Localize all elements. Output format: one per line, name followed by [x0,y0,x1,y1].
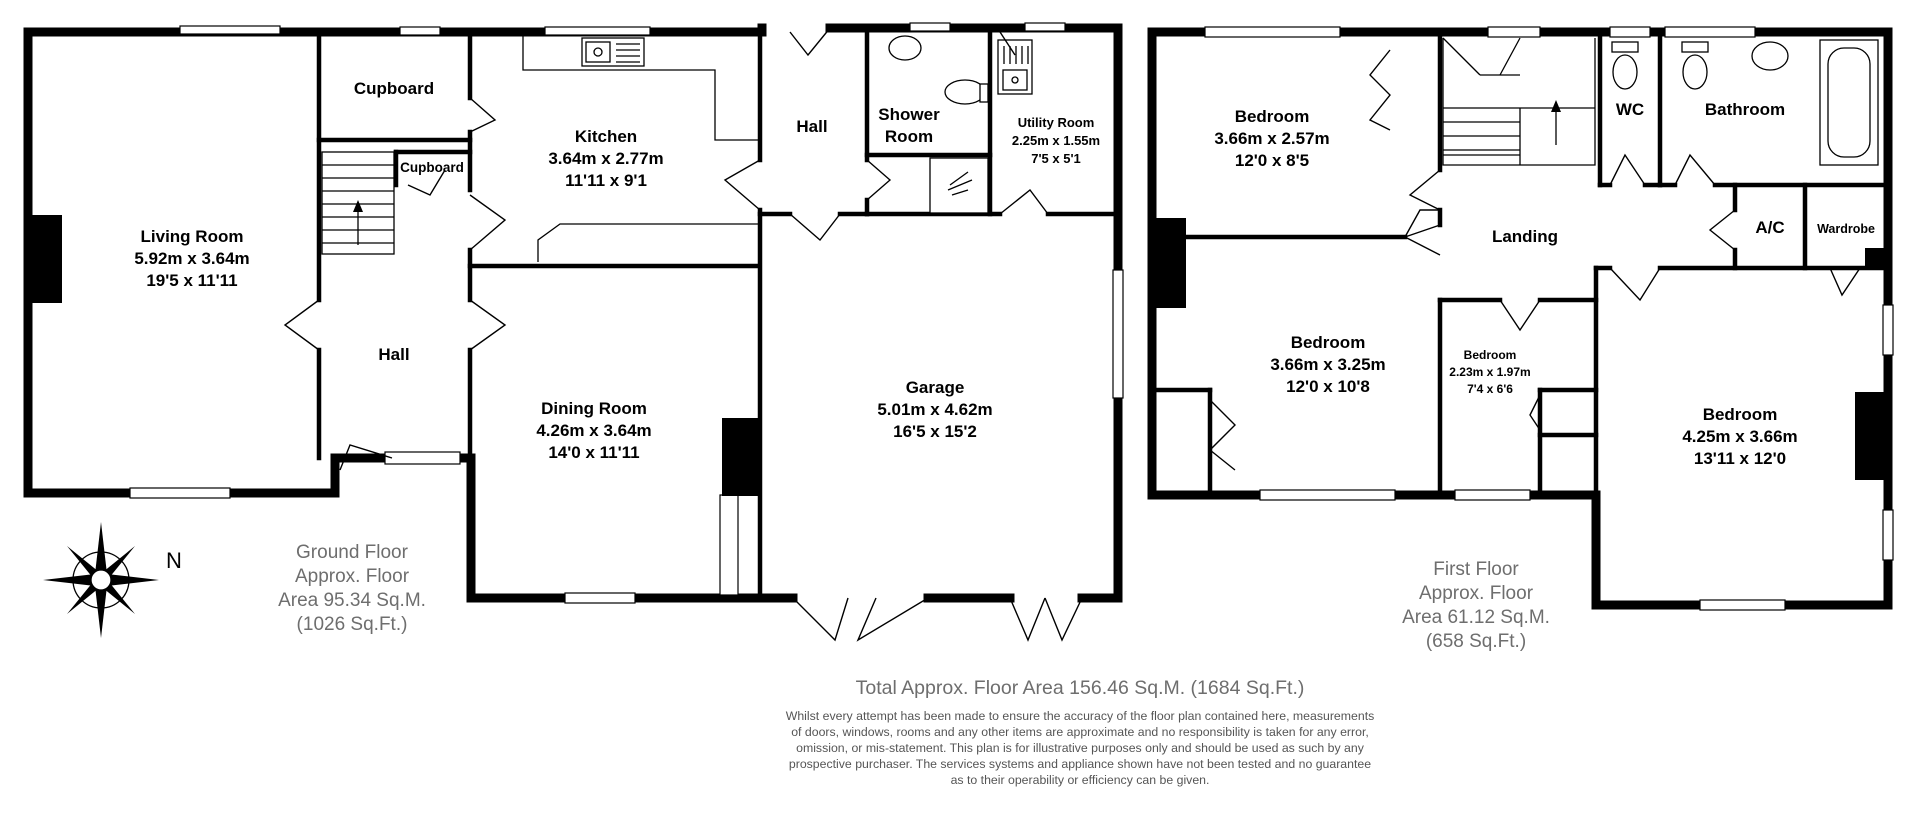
utility-room-label [1012,115,1100,166]
disclaimer [786,709,1375,787]
wardrobe-chimney [1865,248,1885,268]
first-floor-chimney-right [1855,392,1885,480]
ground-floor-info-line3: Area 95.34 Sq.M. [278,590,426,611]
living-room-chimney [32,215,62,303]
bedroom-3-imperial: 7'4 x 6'6 [1467,382,1513,396]
dining-room-name: Dining Room [541,399,647,418]
shower-room-fittings [889,36,988,213]
bedroom-4-metric: 4.25m x 3.66m [1682,427,1798,446]
bedroom-2-name: Bedroom [1290,333,1366,352]
dining-room-metric: 4.26m x 3.64m [536,421,652,440]
bedroom-1-label [1214,107,1329,170]
bedroom-4-name: Bedroom [1702,405,1778,424]
garage-name: Garage [905,378,965,397]
compass-icon [43,522,159,638]
disclaimer-line3: omission, or mis-statement. This plan is for illustrative purposes only and should be used as such by any [796,741,1364,755]
bedroom-3-name: Bedroom [1463,348,1517,362]
bedroom-3-metric: 2.23m x 1.97m [1449,365,1531,379]
first-floor-plan [1152,27,1893,652]
disclaimer-line4: prospective purchaser. The services systems and appliance shown have not been tested and no guarantee [788,757,1372,771]
disclaimer-line2: of doors, windows, rooms and any other items are approximate and no responsibility is taken for any error, [791,725,1369,739]
disclaimer-line1: Whilst every attempt has been made to ensure the accuracy of the floor plan contained here, measurements [785,709,1375,723]
first-floor-info [1402,559,1550,652]
shower-room-name-line1: Shower [878,105,940,124]
total-floor-area: Total Approx. Floor Area 156.46 Sq.M. (1684 Sq.Ft.) [855,677,1305,699]
disclaimer-line5: as to their operability or efficiency can be given. [950,773,1210,787]
first-floor-chimney-left [1156,218,1186,308]
ac-name: A/C [1755,218,1785,237]
living-room-name: Living Room [140,227,244,246]
kitchen-imperial: 11'11 x 9'1 [565,171,647,190]
utility-room-imperial: 7'5 x 5'1 [1031,151,1081,166]
first-floor-info-line1: First Floor [1433,559,1519,580]
bedroom-4-imperial: 13'11 x 12'0 [1693,449,1787,468]
hall-rear-name: Hall [796,117,828,136]
living-room-metric: 5.92m x 3.64m [134,249,250,268]
dining-room-imperial: 14'0 x 11'11 [548,443,640,462]
garage-metric: 5.01m x 4.62m [877,400,993,419]
bathroom-name: Bathroom [1704,100,1786,119]
ground-floor-info-line1: Ground Floor [296,542,408,563]
dining-room-chimney [722,418,758,496]
ground-floor-info-line2: Approx. Floor [294,566,410,587]
kitchen-name: Kitchen [574,127,638,146]
wc-name: WC [1615,100,1645,119]
dining-room-label [536,399,651,462]
compass-north-label: N [166,548,182,573]
bedroom-2-metric: 3.66m x 3.25m [1270,355,1386,374]
first-floor-info-line2: Approx. Floor [1418,583,1534,604]
ground-floor-info [278,542,426,635]
ground-floor-info-line4: (1026 Sq.Ft.) [296,614,408,635]
kitchen-label [548,127,663,190]
bedroom-4-label [1682,405,1797,468]
hall-entrance-name: Hall [378,345,410,364]
first-floor-info-line3: Area 61.12 Sq.M. [1402,607,1550,628]
ground-floor-interior-walls [319,32,1118,598]
ground-floor-windows [130,23,1123,603]
utility-sink [998,40,1032,94]
first-floor-staircase [1443,38,1595,165]
wardrobe-name: Wardrobe [1817,222,1875,236]
kitchen-fittings [523,32,758,262]
ground-floor-plan [28,23,1123,640]
utility-room-name: Utility Room [1017,115,1095,130]
ground-floor-exterior-walls [28,28,1118,598]
living-room-label [134,227,249,290]
ground-floor-staircase [322,152,394,254]
bedroom-3-label [1449,348,1530,396]
shower-room-label [878,105,940,146]
first-floor-info-line4: (658 Sq.Ft.) [1425,631,1527,652]
bedroom-2-imperial: 12'0 x 10'8 [1286,377,1370,396]
bedroom-2-label [1270,333,1385,396]
bedroom-1-name: Bedroom [1234,107,1310,126]
kitchen-metric: 3.64m x 2.77m [548,149,664,168]
garage-imperial: 16'5 x 15'2 [893,422,977,441]
utility-room-metric: 2.25m x 1.55m [1011,133,1101,148]
landing-name: Landing [1491,227,1559,246]
cupboard-1-name: Cupboard [353,79,435,98]
bedroom-1-metric: 3.66m x 2.57m [1214,129,1330,148]
garage-label [877,378,992,441]
living-room-imperial: 19'5 x 11'11 [146,271,238,290]
bedroom-1-imperial: 12'0 x 8'5 [1234,151,1310,170]
cupboard-2-name: Cupboard [400,160,464,175]
shower-room-name-line2: Room [884,127,934,146]
